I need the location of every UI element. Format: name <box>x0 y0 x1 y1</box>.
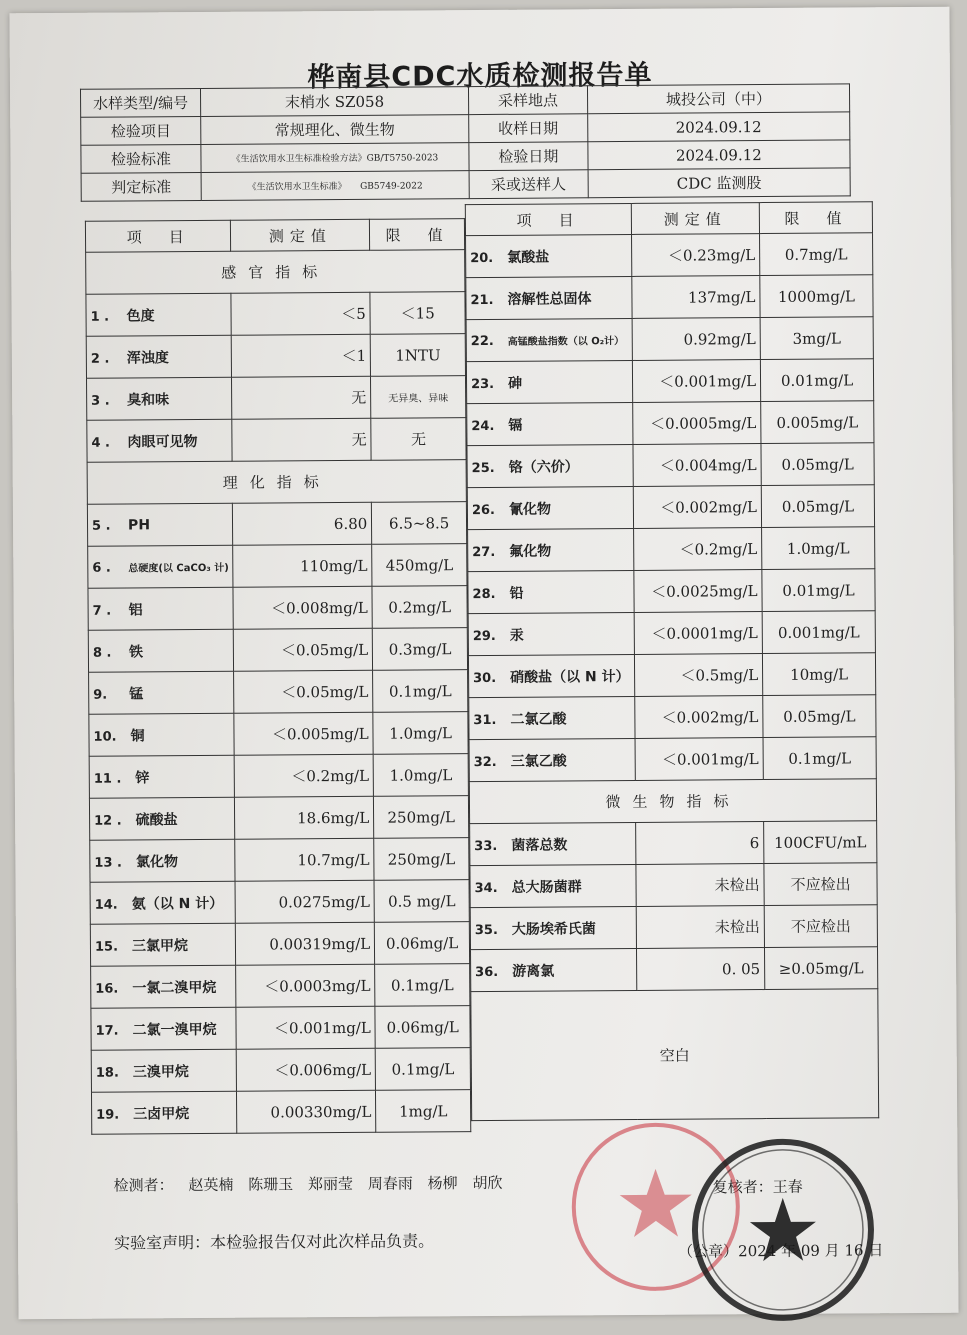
item-name: 总硬度(以 CaCO₃ 计) <box>128 562 229 574</box>
item-name: 铜 <box>130 727 145 744</box>
limit-value: 0.3mg/L <box>373 628 468 671</box>
col-measured-header: 测定值 <box>231 219 370 251</box>
section-micro: 微生物指标 <box>469 779 876 824</box>
limit-value: 0.005mg/L <box>761 401 874 444</box>
item-name-cell <box>87 419 233 462</box>
item-name: 铬（六价） <box>508 458 579 476</box>
limit-value: 10mg/L <box>762 653 875 696</box>
tester-name: 胡欣 <box>472 1173 503 1193</box>
result-row <box>87 376 466 421</box>
item-number: 4 . <box>91 435 111 451</box>
item-number: 24. <box>471 418 495 434</box>
limit-value: 450mg/L <box>372 544 467 587</box>
measured-value: ＜0.002mg/L <box>633 486 762 529</box>
item-name-cell <box>86 293 232 336</box>
item-name: 汞 <box>509 627 524 644</box>
result-row <box>86 334 465 379</box>
item-number: 18. <box>95 1065 119 1081</box>
limit-value: 1.0mg/L <box>762 527 875 570</box>
item-name: PH <box>127 516 151 533</box>
item-name: 硝酸盐（以 N 计） <box>510 668 630 686</box>
header-row <box>81 168 850 201</box>
tester-name: 杨柳 <box>427 1174 458 1193</box>
item-number: 34. <box>474 880 498 896</box>
item-number: 6 . <box>92 560 111 576</box>
item-name: 高锰酸盐指数（以 O₂计） <box>507 335 625 348</box>
item-number: 22. <box>470 333 494 349</box>
limit-value: 1.0mg/L <box>373 712 468 755</box>
limit-value: 0.05mg/L <box>763 695 876 738</box>
measured-value: ＜0.0001mg/L <box>634 612 763 655</box>
item-name: 三溴甲烷 <box>132 1063 189 1080</box>
item-name-cell <box>466 360 632 403</box>
item-number: 11 . <box>93 771 122 787</box>
item-name-cell <box>90 923 236 966</box>
result-row <box>467 443 874 488</box>
item-number: 10. <box>93 729 117 745</box>
result-row <box>466 359 873 404</box>
item-name: 溶解性总固体 <box>507 290 592 308</box>
report-date: （公章）2024 年 09 月 16 日 <box>678 1241 884 1261</box>
sample-type-value: 末梢水 SZ058 <box>201 87 469 117</box>
result-row <box>87 418 466 463</box>
limit-value: 3mg/L <box>760 317 873 360</box>
item-number: 13 . <box>94 855 122 871</box>
col-item-header: 项 目 <box>85 220 231 252</box>
item-name-cell <box>471 948 637 991</box>
item-name: 二氯一溴甲烷 <box>132 1021 217 1038</box>
result-row <box>469 737 876 782</box>
measured-value: ＜0.001mg/L <box>635 738 764 781</box>
item-name: 菌落总数 <box>511 836 568 854</box>
item-name: 三氯甲烷 <box>131 937 189 954</box>
item-name-cell <box>88 587 234 630</box>
sample-type-label: 水样类型/编号 <box>80 88 200 117</box>
result-row <box>88 544 467 589</box>
header-table <box>80 83 851 201</box>
item-name: 氟化物 <box>509 543 552 560</box>
result-row <box>90 838 469 883</box>
item-name-cell <box>87 503 233 546</box>
limit-value: 0.1mg/L <box>763 737 876 780</box>
item-name: 氰化物 <box>508 501 552 518</box>
reviewer-line: 复核者：王春 <box>712 1177 803 1197</box>
test-standard-value: 《生活饮用水卫生标准检验方法》GB/T5750-2023 <box>201 143 469 173</box>
test-date-value: 2024.09.12 <box>588 140 850 170</box>
item-name: 浑浊度 <box>126 349 169 366</box>
item-name-cell <box>466 318 632 361</box>
item-name: 大肠埃希氏菌 <box>511 920 596 938</box>
column-header-row <box>465 202 872 236</box>
result-row <box>466 233 873 278</box>
col-limit-header: 限 值 <box>370 219 465 251</box>
item-name: 三卤甲烷 <box>133 1105 190 1122</box>
measured-value: 0.00319mg/L <box>236 922 375 965</box>
item-name-cell <box>91 1091 237 1134</box>
measured-value: ＜0.001mg/L <box>236 1006 375 1049</box>
item-number: 3 . <box>91 393 110 409</box>
item-number: 32. <box>473 754 497 770</box>
item-number: 1 . <box>90 309 110 325</box>
limit-value: 0.1mg/L <box>375 1048 470 1091</box>
testers-label: 检测者： <box>113 1176 174 1195</box>
limit-value: 250mg/L <box>374 796 469 839</box>
measured-value: 110mg/L <box>233 544 372 587</box>
limit-value: 1000mg/L <box>760 275 873 318</box>
black-seal-stamp <box>682 1129 883 1330</box>
col-measured-header: 测定值 <box>631 203 760 235</box>
item-number: 19. <box>96 1107 120 1123</box>
measured-value: 无 <box>232 376 371 419</box>
result-row <box>89 670 468 715</box>
col-limit-header: 限 值 <box>759 202 872 234</box>
item-name: 臭和味 <box>127 391 170 408</box>
item-number: 8 . <box>92 645 112 661</box>
right-results-table <box>465 201 879 1121</box>
measured-value: ＜0.2mg/L <box>633 528 762 571</box>
item-name-cell <box>466 276 632 319</box>
received-date-value: 2024.09.12 <box>587 112 849 142</box>
tester-name: 周春雨 <box>367 1174 413 1193</box>
limit-value: ＜15 <box>370 292 465 335</box>
result-row <box>466 317 873 362</box>
received-date-label: 收样日期 <box>469 114 588 143</box>
item-name: 硫酸盐 <box>135 811 178 828</box>
item-name: 三氯乙酸 <box>510 752 567 770</box>
blank-cell: 空白 <box>471 989 879 1121</box>
result-row <box>468 611 875 656</box>
limit-value: 1NTU <box>370 334 465 377</box>
measured-value: 0.92mg/L <box>632 318 761 361</box>
result-row <box>470 905 877 950</box>
item-name-cell <box>89 671 235 714</box>
measured-value: 未检出 <box>636 906 765 949</box>
limit-value: ≥0.05mg/L <box>765 947 878 990</box>
column-header-row <box>85 219 464 253</box>
item-number: 17. <box>95 1023 119 1039</box>
item-name-cell <box>470 822 636 865</box>
measured-value: 0. 05 <box>636 948 765 991</box>
item-name: 氯化物 <box>135 853 178 870</box>
judge-standard-value: 《生活饮用水卫生标准》 GB5749-2022 <box>201 171 469 201</box>
left-results-table <box>85 218 471 1135</box>
item-name-cell <box>468 528 634 571</box>
test-items-label: 检验项目 <box>81 116 201 145</box>
limit-value: 100CFU/mL <box>764 821 877 864</box>
test-standard-label: 检验标准 <box>81 144 201 173</box>
physchem-rows <box>466 233 877 782</box>
item-name-cell <box>468 612 634 655</box>
item-number: 33. <box>474 838 498 854</box>
item-number: 5 . <box>91 518 111 534</box>
result-row <box>88 586 467 631</box>
item-name: 铅 <box>509 585 524 602</box>
item-name: 铁 <box>128 643 143 660</box>
item-name-cell <box>469 696 635 739</box>
measured-value: ＜0.004mg/L <box>632 444 761 487</box>
result-row <box>89 796 468 841</box>
item-name-cell <box>467 444 633 487</box>
item-name: 锌 <box>135 769 150 786</box>
measured-value: 6.80 <box>233 502 372 545</box>
item-name-cell <box>89 713 235 756</box>
limit-value: 0.05mg/L <box>761 443 874 486</box>
result-row <box>471 947 878 992</box>
blank-row <box>471 989 879 1121</box>
item-number: 23. <box>471 376 495 392</box>
limit-value: 0.05mg/L <box>761 485 874 528</box>
item-name-cell <box>89 797 235 840</box>
measured-value: ＜0.0003mg/L <box>236 964 375 1007</box>
item-name-cell <box>470 864 636 907</box>
item-name-cell <box>86 335 232 378</box>
measured-value: ＜0.05mg/L <box>234 628 373 671</box>
page-title: 桦南县CDC水质检测报告单 <box>307 59 653 94</box>
item-name-cell <box>88 545 234 588</box>
result-row <box>469 695 876 740</box>
limit-value: 0.01mg/L <box>762 569 875 612</box>
limit-value: 0.1mg/L <box>375 964 470 1007</box>
result-row <box>470 863 877 908</box>
section-row <box>86 250 465 295</box>
measured-value: 18.6mg/L <box>235 796 374 839</box>
result-row <box>90 922 469 967</box>
item-name-cell <box>466 234 632 277</box>
item-name: 镉 <box>508 417 523 434</box>
limit-value: 不应检出 <box>764 905 877 948</box>
measured-value: 无 <box>232 418 371 461</box>
tester-name: 赵英楠 <box>188 1175 234 1195</box>
measured-value: ＜0.008mg/L <box>233 586 372 629</box>
item-number: 14. <box>94 897 118 913</box>
result-row <box>91 1090 470 1135</box>
item-number: 21. <box>470 292 494 308</box>
limit-value: 1.0mg/L <box>373 754 468 797</box>
measured-value: ＜0.001mg/L <box>632 360 761 403</box>
result-row <box>470 821 877 866</box>
section-physchem: 理化指标 <box>87 460 466 505</box>
result-row <box>91 1048 470 1093</box>
measured-value: 10.7mg/L <box>235 838 374 881</box>
measured-value: ＜0.05mg/L <box>234 670 373 713</box>
measured-value: 6 <box>635 822 764 865</box>
result-row <box>89 712 468 757</box>
testers-line <box>114 1172 513 1196</box>
item-name: 锰 <box>129 685 144 702</box>
item-name-cell <box>91 965 237 1008</box>
item-number: 7 . <box>92 603 112 619</box>
item-number: 29. <box>472 628 496 644</box>
measured-value: 137mg/L <box>631 276 760 319</box>
item-number: 12 . <box>94 813 122 829</box>
micro-rows <box>470 821 878 992</box>
sampling-site-value: 城投公司（中） <box>587 84 849 114</box>
sampling-site-label: 采样地点 <box>468 86 587 115</box>
item-name-cell <box>467 486 633 529</box>
measured-value: 0.00330mg/L <box>237 1090 376 1133</box>
limit-value: 0.01mg/L <box>760 359 873 402</box>
item-number: 2 . <box>90 351 110 367</box>
result-row <box>467 485 874 530</box>
item-name-cell <box>91 1007 237 1050</box>
item-number: 35. <box>474 922 498 938</box>
result-row <box>89 754 468 799</box>
item-name-cell <box>88 629 234 672</box>
measured-value: ＜5 <box>231 292 370 335</box>
measured-value: ＜0.002mg/L <box>634 696 763 739</box>
limit-value: 不应检出 <box>764 863 877 906</box>
limit-value: 6.5~8.5 <box>372 502 467 545</box>
test-date-label: 检验日期 <box>469 142 588 171</box>
measured-value: ＜1 <box>232 334 371 377</box>
item-name: 色度 <box>126 307 155 324</box>
sensory-rows <box>86 292 466 463</box>
measured-value: ＜0.005mg/L <box>234 712 373 755</box>
result-row <box>86 292 465 337</box>
section-row <box>87 460 466 505</box>
section-sensory: 感官指标 <box>86 250 465 295</box>
item-number: 16. <box>95 981 119 997</box>
limit-value: 0.001mg/L <box>762 611 875 654</box>
physchem-rows <box>87 502 470 1135</box>
sampler-value: CDC 监测股 <box>588 168 850 198</box>
tester-name: 陈珊玉 <box>248 1175 294 1194</box>
measured-value: ＜0.23mg/L <box>631 234 760 277</box>
lab-statement: 实验室声明：本检验报告仅对此次样品负责。 <box>113 1231 435 1253</box>
item-name-cell <box>469 738 635 781</box>
report-paper <box>9 7 958 1320</box>
item-name: 氨（以 N 计） <box>131 895 224 912</box>
item-name-cell <box>467 402 633 445</box>
judge-standard-label: 判定标准 <box>81 172 201 201</box>
item-number: 36. <box>475 964 499 980</box>
item-name-cell <box>87 377 233 420</box>
item-name: 总大肠菌群 <box>511 878 582 896</box>
item-number: 20. <box>470 250 494 266</box>
item-name-cell <box>468 654 634 697</box>
limit-value: 0.06mg/L <box>375 922 470 965</box>
measured-value: 未检出 <box>635 864 764 907</box>
item-number: 31. <box>473 712 497 728</box>
result-row <box>468 569 875 614</box>
item-name: 氯酸盐 <box>507 249 550 266</box>
measured-value: ＜0.0025mg/L <box>633 570 762 613</box>
limit-value: 无 <box>371 418 466 461</box>
item-number: 9. <box>93 687 108 703</box>
item-name-cell <box>468 570 634 613</box>
section-row <box>469 779 876 824</box>
item-name: 一氯二溴甲烷 <box>132 979 217 996</box>
item-name: 二氯乙酸 <box>510 710 567 728</box>
item-number: 25. <box>471 460 495 476</box>
item-number: 30. <box>473 670 497 686</box>
item-name-cell <box>90 881 236 924</box>
item-name-cell <box>89 755 235 798</box>
item-number: 26. <box>471 502 496 518</box>
test-items-value: 常规理化、微生物 <box>201 115 469 145</box>
limit-value: 250mg/L <box>374 838 469 881</box>
limit-value: 0.7mg/L <box>760 233 873 276</box>
sampler-label: 采或送样人 <box>469 170 588 199</box>
result-row <box>467 401 874 446</box>
result-row <box>468 653 875 698</box>
item-name: 铝 <box>128 601 143 618</box>
item-name-cell <box>470 906 636 949</box>
measured-value: 0.0275mg/L <box>235 880 374 923</box>
result-row <box>87 502 466 547</box>
limit-value: 无异臭、异味 <box>371 376 466 419</box>
result-row <box>91 964 470 1009</box>
result-row <box>90 880 469 925</box>
item-name-cell <box>91 1049 237 1092</box>
measured-value: ＜0.0005mg/L <box>632 402 761 445</box>
result-row <box>468 527 875 572</box>
measured-value: ＜0.006mg/L <box>237 1048 376 1091</box>
limit-value: 0.2mg/L <box>372 586 467 629</box>
item-name-cell <box>90 839 236 882</box>
item-number: 15. <box>94 939 119 955</box>
limit-value: 1mg/L <box>376 1090 471 1133</box>
measured-value: ＜0.2mg/L <box>235 754 374 797</box>
item-name: 游离氯 <box>512 963 555 980</box>
tester-name: 郑丽莹 <box>307 1174 354 1194</box>
limit-value: 0.5 mg/L <box>374 880 469 923</box>
limit-value: 0.06mg/L <box>375 1006 470 1049</box>
measured-value: ＜0.5mg/L <box>634 654 763 697</box>
item-number: 27. <box>472 544 496 560</box>
item-name: 砷 <box>508 375 523 392</box>
result-row <box>466 275 873 320</box>
col-item-header: 项 目 <box>465 203 631 235</box>
item-name: 肉眼可见物 <box>127 433 198 450</box>
result-row <box>91 1006 470 1051</box>
item-number: 28. <box>472 586 496 602</box>
limit-value: 0.1mg/L <box>373 670 468 713</box>
result-row <box>88 628 467 673</box>
